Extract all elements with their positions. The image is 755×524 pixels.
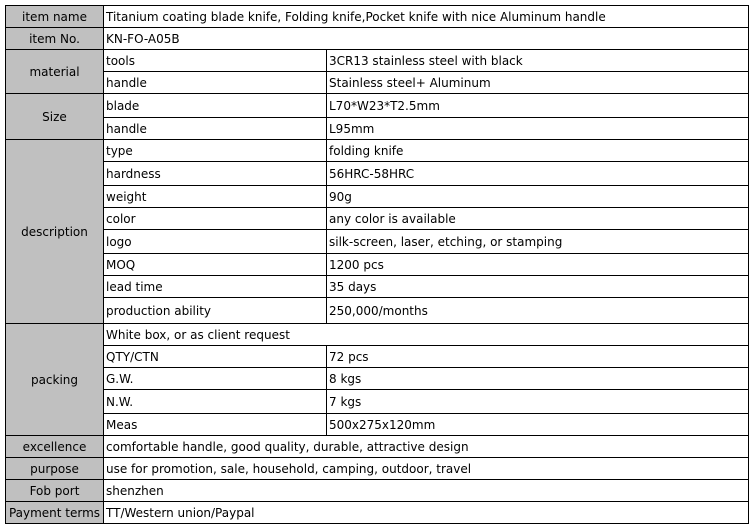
value-packing-gw: 8 kgs bbox=[327, 368, 749, 390]
key-packing-qty: QTY/CTN bbox=[104, 346, 327, 368]
value-description-logo: silk-screen, laser, etching, or stamping bbox=[327, 230, 749, 254]
label-description: description bbox=[6, 140, 104, 324]
value-fob-port: shenzhen bbox=[104, 480, 749, 502]
value-packing-nw: 7 kgs bbox=[327, 390, 749, 414]
key-size-handle: handle bbox=[104, 118, 327, 140]
label-fob-port: Fob port bbox=[6, 480, 104, 502]
value-packing-meas: 500x275x120mm bbox=[327, 414, 749, 436]
label-item-name: item name bbox=[6, 6, 104, 28]
key-description-production-ability: production ability bbox=[104, 298, 327, 324]
value-material-handle: Stainless steel+ Aluminum bbox=[327, 72, 749, 94]
label-material: material bbox=[6, 50, 104, 94]
value-excellence: comfortable handle, good quality, durable, attractive design bbox=[104, 436, 749, 458]
row-payment-terms bbox=[6, 502, 749, 524]
product-spec-table bbox=[5, 5, 749, 524]
key-material-handle: handle bbox=[104, 72, 327, 94]
row-fob-port bbox=[6, 480, 749, 502]
value-packing-note: White box, or as client request bbox=[104, 324, 749, 346]
value-packing-qty: 72 pcs bbox=[327, 346, 749, 368]
key-packing-nw: N.W. bbox=[104, 390, 327, 414]
value-description-production-ability: 250,000/months bbox=[327, 298, 749, 324]
label-packing: packing bbox=[6, 324, 104, 436]
row-description-color bbox=[6, 208, 749, 230]
value-description-weight: 90g bbox=[327, 186, 749, 208]
value-description-hardness: 56HRC-58HRC bbox=[327, 162, 749, 186]
key-description-type: type bbox=[104, 140, 327, 162]
key-description-color: color bbox=[104, 208, 327, 230]
row-description-logo bbox=[6, 230, 749, 254]
key-packing-meas: Meas bbox=[104, 414, 327, 436]
row-purpose bbox=[6, 458, 749, 480]
label-size: Size bbox=[6, 94, 104, 140]
row-description-type bbox=[6, 140, 749, 162]
value-item-name: Titanium coating blade knife, Folding knife,Pocket knife with nice Aluminum handle bbox=[104, 6, 749, 28]
key-material-tools: tools bbox=[104, 50, 327, 72]
value-description-color: any color is available bbox=[327, 208, 749, 230]
label-item-no: item No. bbox=[6, 28, 104, 50]
key-packing-gw: G.W. bbox=[104, 368, 327, 390]
value-size-blade: L70*W23*T2.5mm bbox=[327, 94, 749, 118]
row-excellence bbox=[6, 436, 749, 458]
row-description-hardness bbox=[6, 162, 749, 186]
row-packing-meas bbox=[6, 414, 749, 436]
value-purpose: use for promotion, sale, household, camping, outdoor, travel bbox=[104, 458, 749, 480]
value-description-type: folding knife bbox=[327, 140, 749, 162]
row-item-no bbox=[6, 28, 749, 50]
key-description-weight: weight bbox=[104, 186, 327, 208]
row-packing-qty bbox=[6, 346, 749, 368]
row-description-weight bbox=[6, 186, 749, 208]
key-description-moq: MOQ bbox=[104, 254, 327, 276]
label-excellence: excellence bbox=[6, 436, 104, 458]
key-description-hardness: hardness bbox=[104, 162, 327, 186]
label-purpose: purpose bbox=[6, 458, 104, 480]
row-size-handle bbox=[6, 118, 749, 140]
row-description-production-ability bbox=[6, 298, 749, 324]
key-description-lead-time: lead time bbox=[104, 276, 327, 298]
row-material-tools bbox=[6, 50, 749, 72]
value-item-no: KN-FO-A05B bbox=[104, 28, 749, 50]
row-description-lead-time bbox=[6, 276, 749, 298]
value-size-handle: L95mm bbox=[327, 118, 749, 140]
row-packing-gw bbox=[6, 368, 749, 390]
row-packing-nw bbox=[6, 390, 749, 414]
value-material-tools: 3CR13 stainless steel with black bbox=[327, 50, 749, 72]
row-size-blade bbox=[6, 94, 749, 118]
value-payment-terms: TT/Western union/Paypal bbox=[104, 502, 749, 524]
key-size-blade: blade bbox=[104, 94, 327, 118]
row-packing-note bbox=[6, 324, 749, 346]
key-description-logo: logo bbox=[104, 230, 327, 254]
label-payment-terms: Payment terms bbox=[6, 502, 104, 524]
value-description-moq: 1200 pcs bbox=[327, 254, 749, 276]
value-description-lead-time: 35 days bbox=[327, 276, 749, 298]
row-item-name bbox=[6, 6, 749, 28]
row-material-handle bbox=[6, 72, 749, 94]
row-description-moq bbox=[6, 254, 749, 276]
